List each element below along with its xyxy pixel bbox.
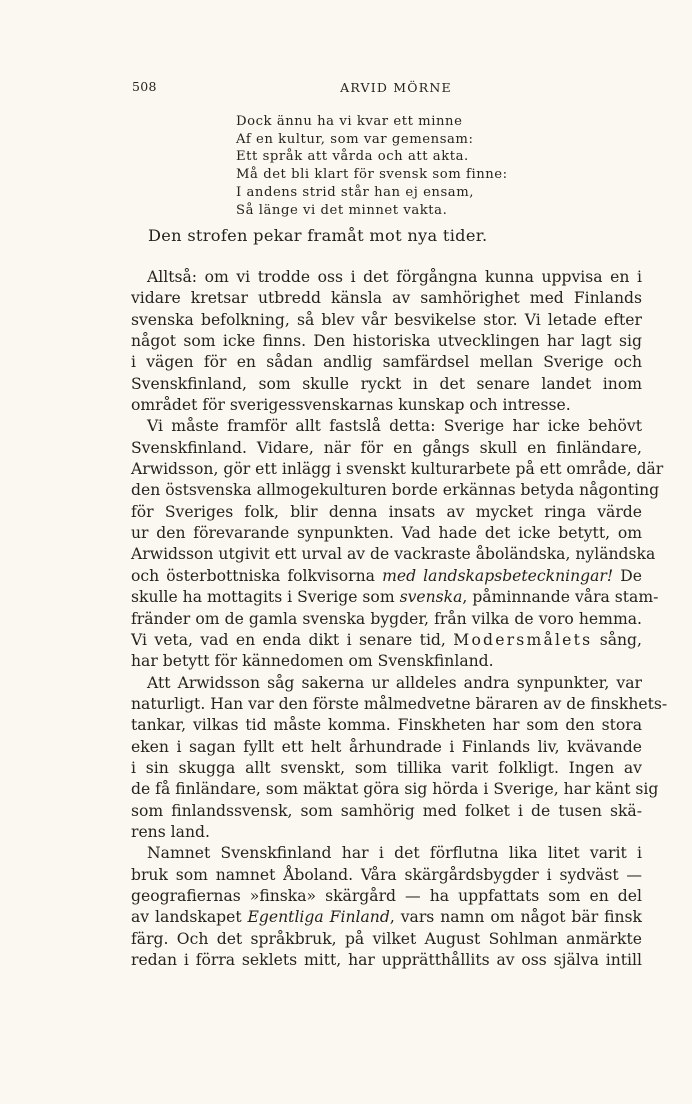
verse-line: I andens strid står han ej ensam, (236, 184, 475, 200)
text-line: Vi måste framför allt fastslå detta: Sverige har icke behövt (147, 417, 642, 436)
page-number: 508 (132, 79, 157, 94)
verse-line: Af en kultur, som var gemensam: (236, 131, 474, 147)
text-line: de få finländare, som mäktat göra sig hörda i Sverige, har känt sig (131, 780, 659, 799)
body-text (131, 267, 668, 971)
text-line: bruk som namnet Åboland. Våra skärgårdsbygder i sydväst — (131, 865, 642, 884)
text-line: och österbottniska folkvisorna med landskapsbeteckningar! De (131, 566, 642, 585)
verse-line: Ett språk att vårda och att akta. (236, 149, 469, 165)
spaced-title: Modersmålets (453, 630, 593, 649)
text-line: området för sverigessvenskarnas kunskap och intresse. (131, 396, 571, 415)
verse-comment: Den strofen pekar framåt mot nya tider. (148, 226, 488, 245)
text-line: naturligt. Han var den förste målmedvetne bäraren av de finskhets- (131, 694, 668, 713)
text-line: geografiernas »finska» skärgård — ha uppfattats som en del (131, 886, 642, 905)
text-line: färg. Och det språkbruk, på vilket August Sohlman anmärkte (131, 929, 642, 948)
text-line: rens land. (131, 822, 210, 841)
running-head: ARVID MÖRNE (340, 80, 452, 95)
italic-word: svenska (399, 588, 463, 607)
text-line: svenska befolkning, så blev vår besvikelse stor. Vi letade efter (131, 310, 642, 329)
text-line: den östsvenska allmogekulturen borde erkännas betyda någonting (131, 481, 660, 500)
text-line: fränder om de gamla svenska bygder, från vilka de voro hemma. (131, 609, 642, 628)
text-line: redan i förra seklets mitt, har upprätthållits av oss själva intill (131, 951, 642, 969)
text-line: skulle ha mottagits i Sverige som svenska, påminnande våra stam- (131, 588, 659, 607)
text-line: tankar, vilkas tid måste komma. Finskheten har som den stora (131, 716, 642, 735)
verse-stanza (236, 113, 508, 219)
text-line: i sin skugga allt svenskt, som tillika varit folkligt. Ingen av (131, 758, 642, 777)
verse-line: Må det bli klart för svensk som finne: (236, 167, 508, 183)
verse-line: Så länge vi det minnet vakta. (236, 202, 448, 218)
text-line: ur den förevarande synpunkten. Vad hade det icke betytt, om (131, 524, 642, 543)
text-line: som finlandssvensk, som samhörig med folket i de tusen skä- (131, 801, 642, 820)
text-line: av landskapet Egentliga Finland, vars namn om något bär finsk (131, 908, 642, 927)
italic-place-name: Egentliga Finland (247, 908, 390, 927)
text-line: Svenskfinland. Vidare, när för en gångs skull en finländare, (131, 438, 642, 457)
text-line: Att Arwidsson såg sakerna ur alldeles andra synpunkter, var (147, 673, 642, 692)
verse-line: Dock ännu ha vi kvar ett minne (236, 114, 463, 129)
text-line: Vi veta, vad en enda dikt i senare tid, Modersmålets sång, (131, 630, 642, 649)
text-line: eken i sagan fyllt ett helt århundrade i Finlands liv, kvävande (131, 737, 642, 756)
italic-title: med landskapsbeteckningar! (382, 566, 614, 585)
text-line: Svenskfinland, som skulle ryckt in det senare landet inom (131, 374, 642, 393)
text-line: Namnet Svenskfinland har i det förflutna lika litet varit i (147, 844, 642, 863)
text-line: för Sveriges folk, blir denna insats av mycket ringa värde (131, 502, 642, 521)
text-line: vidare kretsar utbredd känsla av samhörighet med Finlands (131, 289, 642, 308)
text-line: Alltså: om vi trodde oss i det förgångna kunna uppvisa en i (147, 268, 642, 286)
text-line: har betytt för kännedomen om Svenskfinland. (131, 652, 494, 671)
text-line: något som icke finns. Den historiska utvecklingen har lagt sig (131, 332, 642, 351)
text-line: i vägen för en sådan andlig samfärdsel mellan Sverige och (131, 353, 642, 372)
text-line: Arwidsson, gör ett inlägg i svenskt kulturarbete på ett område, där (131, 460, 664, 479)
text-line: Arwidsson utgivit ett urval av de vackraste åboländska, nyländska (131, 545, 656, 564)
